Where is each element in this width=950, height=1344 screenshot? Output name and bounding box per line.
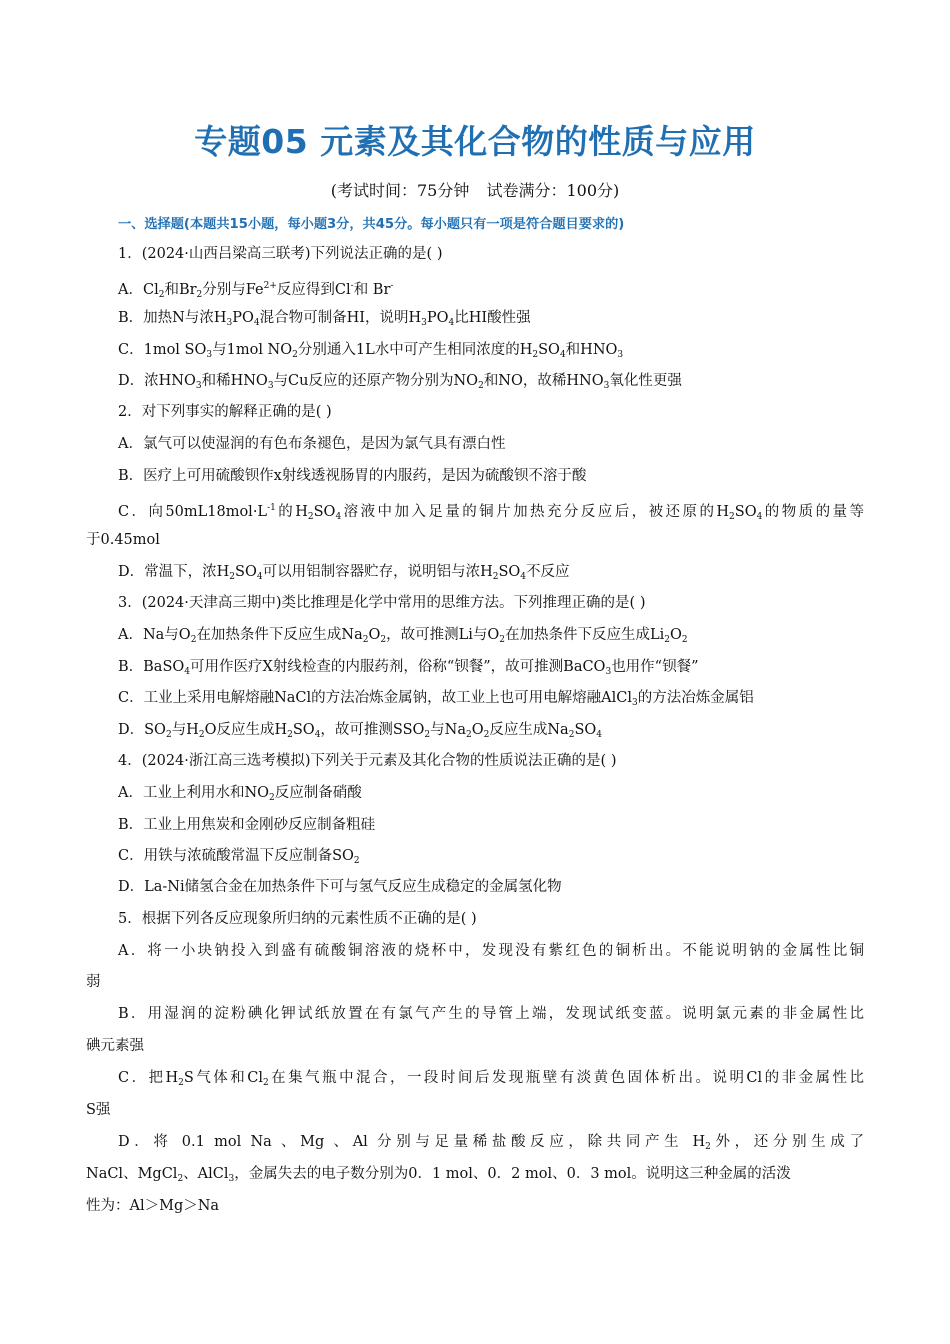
question-5-option-c-continued: S强: [86, 1102, 111, 1118]
question-3-option-b: B．BaSO$_4$可用作医疗X射线检查的内服药剂，俗称“钡餐”，故可推测BaCO$_3$也用作“钡餐”: [118, 659, 699, 677]
question-5-option-c: C．把$H_2S$气体和$Cl_2$在集气瓶中混合，一段时间后发现瓶壁有淡黄色固体析出。说明Cl的非金属性比: [118, 1070, 864, 1088]
question-4-option-d: D．La-Ni储氢合金在加热条件下可与氢气反应生成稳定的金属氢化物: [118, 879, 562, 895]
question-5-option-d: D．将 0.1 mol Na 、Mg 、Al 分别与足量稀盐酸反应，除共同产生 $H_2$外，还分别生成了: [118, 1134, 864, 1152]
exam-time: (考试时间：75分钟: [330, 181, 470, 200]
question-1-option-d: D．浓$HNO_3$和稀$HNO_3$与Cu反应的还原产物分别为$NO_2$和NO，故稀$HNO_3$氧化性更强: [118, 373, 682, 391]
question-2-option-d: D．常温下，浓$H_2SO_4$可以用铝制容器贮存，说明铝与浓$H_2SO_4$不反应: [118, 564, 570, 582]
question-4-option-c: C．用铁与浓硫酸常温下反应制备$SO_2$: [118, 848, 360, 866]
question-2-option-c: C．向$50mL18mol\cdot L^{-1}$的$H_2SO_4$溶液中加入足量的铜片加热充分反应后，被还原的$H_2SO_4$的物质的量等: [118, 503, 864, 522]
question-5-option-b: B．用湿润的淀粉碘化钾试纸放置在有氯气产生的导管上端，发现试纸变蓝。说明氯元素的非金属性比: [118, 1006, 864, 1022]
question-5-stem: 5．根据下列各反应现象所归纳的元素性质不正确的是( ): [118, 911, 477, 927]
page-title: 专题05 元素及其化合物的性质与应用: [194, 122, 756, 161]
question-3-option-c: C．工业上采用电解熔融NaCl的方法冶炼金属钠，故工业上也可用电解熔融AlCl$_3$的方法冶炼金属铝: [118, 690, 754, 708]
question-2-option-b: B．医疗上可用硫酸钡作x射线透视肠胃的内服药，是因为硫酸钡不溶于酸: [118, 468, 587, 484]
exam-score: 试卷满分：100分): [486, 181, 620, 200]
question-3-option-d: D．$SO_2$与$H_2O$反应生成$H_2SO_4$，故可推测$SSO_2$与$Na_2O_2$反应生成$Na_2SO_4$: [118, 722, 602, 740]
question-3-stem: 3．(2024·天津高三期中)类比推理是化学中常用的思维方法。下列推理正确的是( ): [118, 595, 646, 611]
question-1-option-c: C．1mol $SO_3$与1mol $NO_2$分别通入1L水中可产生相同浓度的$H_2SO_4$和$HNO_3$: [118, 342, 624, 360]
question-5-option-a: A．将一小块钠投入到盛有硫酸铜溶液的烧杯中，发现没有紫红色的铜析出。不能说明钠的金属性比铜: [118, 943, 864, 959]
question-2-option-a: A．氯气可以使湿润的有色布条褪色，是因为氯气具有漂白性: [118, 436, 506, 452]
question-4-option-b: B．工业上用焦炭和金刚砂反应制备粗硅: [118, 817, 376, 833]
question-4-option-a: A．工业上利用水和$NO_2$反应制备硝酸: [118, 785, 362, 803]
question-1-stem: 1．(2024·山西吕梁高三联考)下列说法正确的是( ): [118, 246, 443, 262]
question-2-option-c-continued: 于0.45mol: [86, 532, 160, 548]
question-5-option-d-line-3: 性为：Al＞Mg＞Na: [86, 1198, 220, 1214]
question-5-option-b-continued: 碘元素强: [86, 1038, 144, 1054]
question-1-option-b: B．加热N与浓$H_3PO_4$混合物可制备HI，说明$H_3PO_4$比HI酸性强: [118, 310, 531, 328]
section-heading: 一、选择题(本题共15小题，每小题3分，共45分。每小题只有一项是符合题目要求的): [118, 217, 625, 232]
question-5-option-a-continued: 弱: [86, 974, 101, 990]
question-5-option-d-line-2: NaCl、MgCl$_2$、AlCl$_3$，金属失去的电子数分别为0．1 mol、0．2 mol、0．3 mol。说明这三种金属的活泼: [86, 1166, 791, 1184]
question-2-stem: 2．对下列事实的解释正确的是( ): [118, 404, 332, 420]
question-3-option-a: A．Na与$O_2$在加热条件下反应生成$Na_2O_2$，故可推测Li与$O_2$在加热条件下反应生成$Li_2O_2$: [118, 627, 688, 645]
question-1-option-a: A．$Cl_2$和$Br_2$分别与$Fe^{2+}$反应得到Cl-和 Br-: [118, 281, 394, 300]
exam-info: [0, 178, 950, 201]
question-4-stem: 4．(2024·浙江高三选考模拟)下列关于元素及其化合物的性质说法正确的是( ): [118, 753, 617, 769]
